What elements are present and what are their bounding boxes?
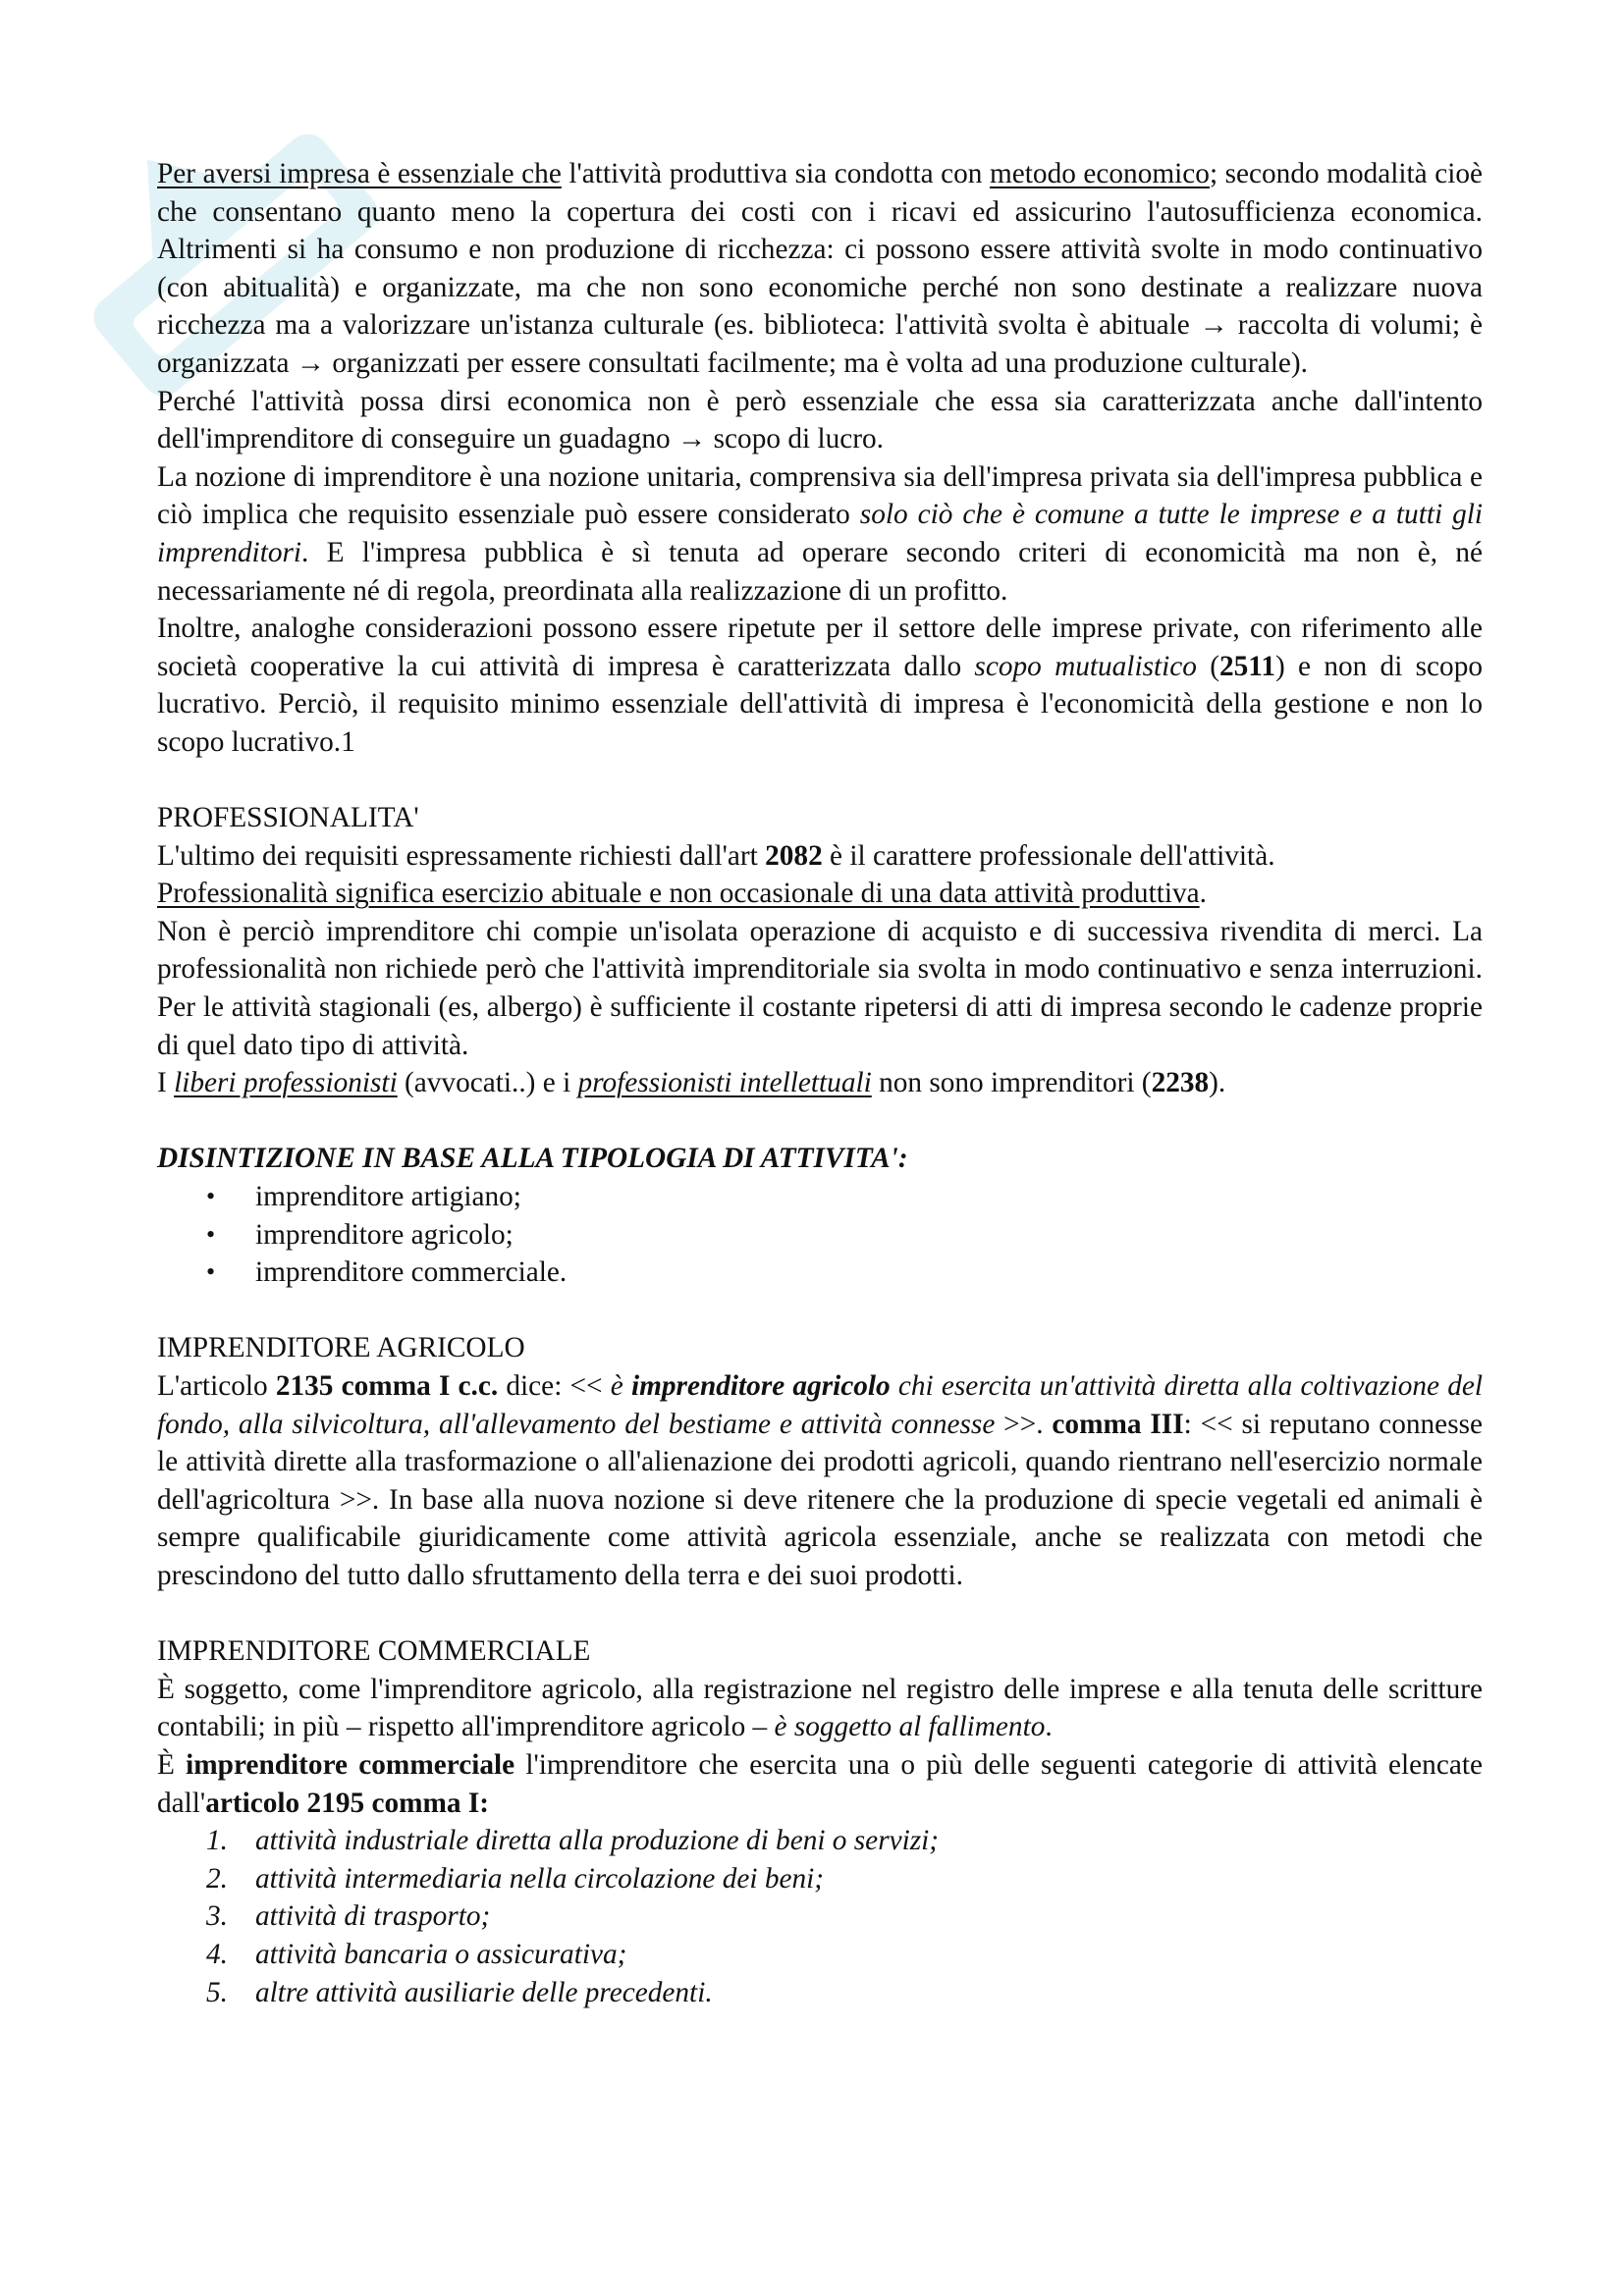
paragraph-nozione-unitaria: La nozione di imprenditore è una nozione unitaria, comprensiva sia dell'impresa privata sia dell'impresa pubblica e ciò implica che requisito essenziale può essere considerato solo ciò che è comune a tutte le imprese e a tutti gli imprenditori. E l'impresa pubblica è sì tenuta ad operare secondo criteri di economicità ma non è, né necessariamente né di regola, preordinata alla realizzazione di un profitto. <box>157 460 1483 607</box>
bullet-icon: • <box>206 1219 216 1249</box>
heading-distinzione: DISINTIZIONE IN BASE ALLA TIPOLOGIA DI ATTIVITA': <box>157 1143 908 1175</box>
heading-professionalita: PROFESSIONALITA' <box>157 802 419 834</box>
paragraph-art-2082: L'ultimo dei requisiti espressamente richiesti dall'art 2082 è il carattere professionale dell'attività. <box>157 839 1275 872</box>
heading-imprenditore-agricolo: IMPRENDITORE AGRICOLO <box>157 1332 525 1364</box>
list-item: 3. attività di trasporto; <box>206 1900 491 1933</box>
list-item: 4. attività bancaria o assicurativa; <box>206 1938 627 1970</box>
paragraph-metodo-economico: Per aversi impresa è essenziale che l'attività produttiva sia condotta con metodo economico; secondo modalità cioè che consentano quanto meno la copertura dei costi con i ricavi ed assicurino l'autosufficienza economica. Altrimenti si ha consumo e non produzione di ricchezza: ci possono essere attività svolte in modo continuativo (con abitualità) e organizzate, ma che non sono economiche perché non sono destinate a realizzare nuova ricchezza ma a valorizzare un'istanza culturale (es. biblioteca: l'attività svolta è abituale → raccolta di volumi; è organizzata → organizzati per essere consultati facilmente; ma è volta ad una produzione culturale). <box>157 158 1483 379</box>
bullet-icon: • <box>206 1182 216 1211</box>
list-item: 1. attività industriale diretta alla produzione di beni o servizi; <box>206 1825 940 1857</box>
paragraph-art-2195: È imprenditore commerciale l'imprenditore che esercita una o più delle seguenti categorie di attività elencate dall'articolo 2195 comma I: <box>157 1748 1483 1819</box>
list-item: • imprenditore artigiano; <box>157 1178 1483 1216</box>
list-item: 2. attività intermediaria nella circolazione dei beni; <box>206 1862 825 1895</box>
paragraph-definizione-professionalita: Professionalità significa esercizio abituale e non occasionale di una data attività produttiva. <box>157 878 1207 910</box>
list-item: • imprenditore commerciale. <box>157 1254 1483 1292</box>
paragraph-cooperative: Inoltre, analoghe considerazioni possono essere ripetute per il settore delle imprese private, con riferimento alle società cooperative la cui attività di impresa è caratterizzata dallo scopo mutualistico (2511) e non di scopo lucrativo. Perciò, il requisito minimo essenziale dell'attività di impresa è l'economicità della gestione e non lo scopo lucrativo.1 <box>157 613 1483 758</box>
list-item: 5. altre attività ausiliarie delle precedenti. <box>206 1976 713 2008</box>
paragraph-art-2135: L'articolo 2135 comma I c.c. dice: << è imprenditore agricolo chi esercita un'attività diretta alla coltivazione del fondo, alla silvicoltura, all'allevamento del bestiame e attività connesse >>. comma III: << si reputano connesse le attività dirette alla trasformazione o all'alienazione dei prodotti agricoli, quando rientrano nell'esercizio normale dell'agricoltura >>. In base alla nuova nozione si deve ritenere che la produzione di specie vegetali ed animali è sempre qualificabile giuridicamente come attività agricola essenziale, anche se realizzata con metodi che prescindono del tutto dallo sfruttamento della terra e dei suoi prodotti. <box>157 1370 1484 1591</box>
paragraph-scopo-di-lucro: Perché l'attività possa dirsi economica non è però essenziale che essa sia caratterizzata anche dall'intento dell'imprenditore di conseguire un guadagno → scopo di lucro. <box>157 385 1483 455</box>
list-item: • imprenditore agricolo; <box>157 1216 1483 1255</box>
heading-imprenditore-commerciale: IMPRENDITORE COMMERCIALE <box>157 1635 591 1668</box>
numbered-list-attivita <box>157 1822 1483 2011</box>
paragraph-liberi-professionisti: I liberi professionisti (avvocati..) e i professionisti intellettuali non sono imprenditori (2238). <box>157 1067 1226 1099</box>
document-page <box>157 155 1483 2011</box>
paragraph-registrazione: È soggetto, come l'imprenditore agricolo, alla registrazione nel registro delle imprese e alla tenuta delle scritture contabili; in più – rispetto all'imprenditore agricolo – è soggetto al fallimento. <box>157 1673 1483 1743</box>
bullet-icon: • <box>206 1257 216 1287</box>
bullet-list-tipologie <box>157 1178 1483 1292</box>
paragraph-attivita-stagionali: Non è perciò imprenditore chi compie un'isolata operazione di acquisto e di successiva rivendita di merci. La professionalità non richiede però che l'attività imprenditoriale sia svolta in modo continuativo e senza interruzioni. Per le attività stagionali (es, albergo) è sufficiente il costante ripetersi di atti di impresa secondo le cadenze proprie di quel dato tipo di attività. <box>157 915 1483 1061</box>
